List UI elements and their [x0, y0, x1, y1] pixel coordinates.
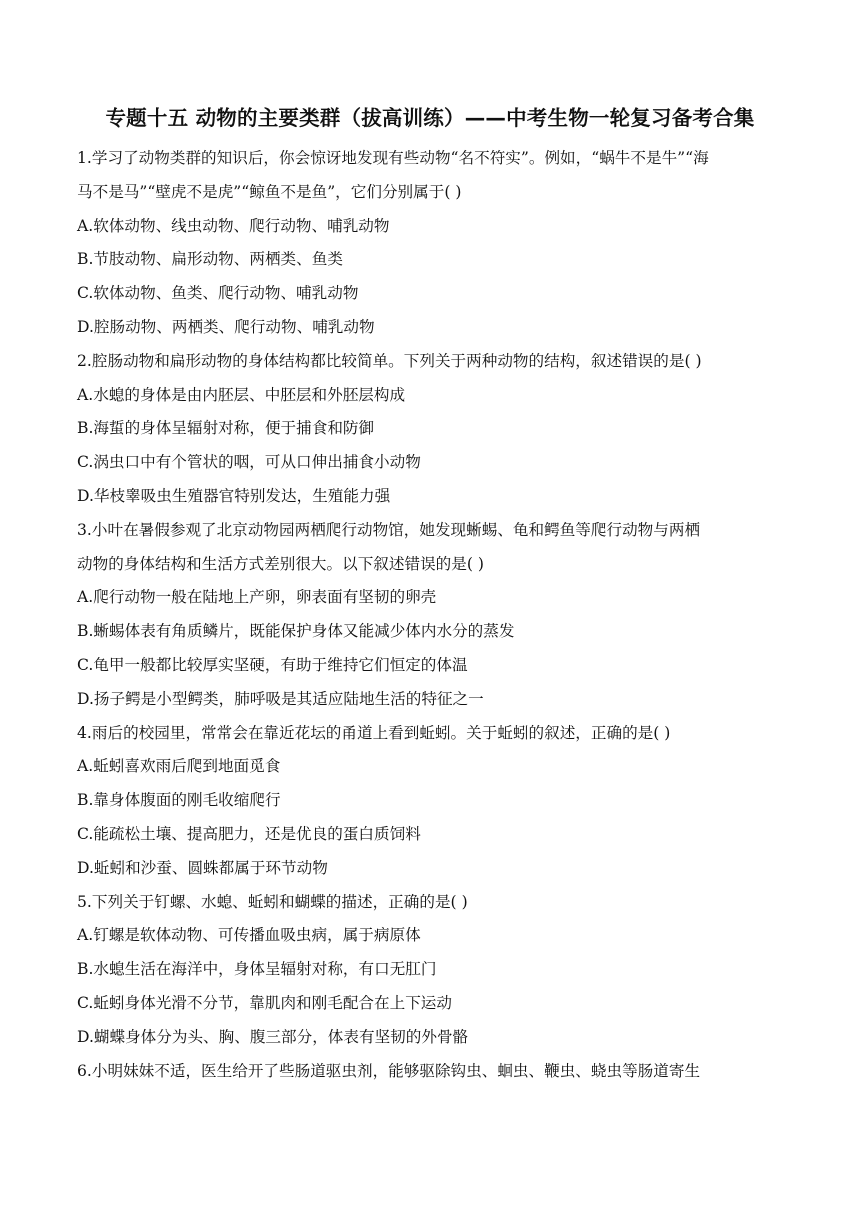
option-b: B.节肢动物、扁形动物、两栖类、鱼类 [77, 250, 343, 269]
question-1 [77, 142, 777, 345]
question-list [77, 142, 777, 1088]
document-title: 专题十五 动物的主要类群（拔高训练）——中考生物一轮复习备考合集 [105, 106, 755, 130]
option-c: C.能疏松土壤、提高肥力，还是优良的蛋白质饲料 [77, 824, 421, 843]
question-stem-line: 马不是马”“壁虎不是虎”“鲸鱼不是鱼”，它们分别属于( ) [77, 182, 462, 201]
option-a: A.水螅的身体是由内胚层、中胚层和外胚层构成 [77, 385, 406, 404]
question-2 [77, 345, 777, 514]
question-stem-line: 2.腔肠动物和扁形动物的身体结构都比较简单。下列关于两种动物的结构，叙述错误的是( ) [77, 351, 702, 370]
option-c: C.蚯蚓身体光滑不分节，靠肌肉和刚毛配合在上下运动 [77, 993, 452, 1012]
question-stem-line: 5.下列关于钉螺、水螅、蚯蚓和蝴蝶的描述，正确的是( ) [77, 892, 468, 911]
option-a: A.蚯蚓喜欢雨后爬到地面觅食 [77, 757, 281, 776]
question-stem-line: 1.学习了动物类群的知识后，你会惊讶地发现有些动物“名不符实”。例如，“蜗牛不是牛”“海 [77, 149, 709, 167]
option-c: C.涡虫口中有个管状的咽，可从口伸出捕食小动物 [77, 453, 421, 472]
question-4 [77, 717, 777, 886]
question-stem-line: 6.小明妹妹不适，医生给开了些肠道驱虫剂，能够驱除钩虫、蛔虫、鞭虫、蛲虫等肠道寄生 [77, 1061, 701, 1080]
option-d: D.扬子鳄是小型鳄类，肺呼吸是其适应陆地生活的特征之一 [77, 689, 484, 708]
question-stem-line: 4.雨后的校园里，常常会在靠近花坛的甬道上看到蚯蚓。关于蚯蚓的叙述，正确的是( ) [77, 723, 671, 742]
option-c: C.软体动物、鱼类、爬行动物、哺乳动物 [77, 284, 359, 303]
option-a: A.钉螺是软体动物、可传播血吸虫病，属于病原体 [77, 926, 421, 945]
question-stem-line: 动物的身体结构和生活方式差别很大。以下叙述错误的是( ) [77, 554, 484, 573]
option-b: B.蜥蜴体表有角质鳞片，既能保护身体又能减少体内水分的蒸发 [77, 622, 515, 641]
option-b: B.海蜇的身体呈辐射对称，便于捕食和防御 [77, 419, 375, 438]
question-stem-line: 3.小叶在暑假参观了北京动物园两栖爬行动物馆，她发现蜥蜴、龟和鳄鱼等爬行动物与两栖 [77, 520, 701, 539]
option-d: D.华枝睾吸虫生殖器官特别发达，生殖能力强 [77, 486, 391, 505]
option-d: D.蝴蝶身体分为头、胸、腹三部分，体表有坚韧的外骨骼 [77, 1027, 469, 1046]
question-6 [77, 1055, 777, 1089]
option-d: D.腔肠动物、两栖类、爬行动物、哺乳动物 [77, 317, 375, 336]
question-5 [77, 886, 777, 1055]
question-3 [77, 514, 777, 717]
option-a: A.爬行动物一般在陆地上产卵，卵表面有坚韧的卵壳 [77, 588, 437, 607]
option-a: A.软体动物、线虫动物、爬行动物、哺乳动物 [77, 216, 390, 235]
option-b: B.靠身体腹面的刚毛收缩爬行 [77, 791, 281, 810]
option-b: B.水螅生活在海洋中，身体呈辐射对称，有口无肛门 [77, 960, 437, 979]
option-d: D.蚯蚓和沙蚕、圆蛛都属于环节动物 [77, 858, 328, 877]
option-c: C.龟甲一般都比较厚实坚硬，有助于维持它们恒定的体温 [77, 655, 468, 674]
